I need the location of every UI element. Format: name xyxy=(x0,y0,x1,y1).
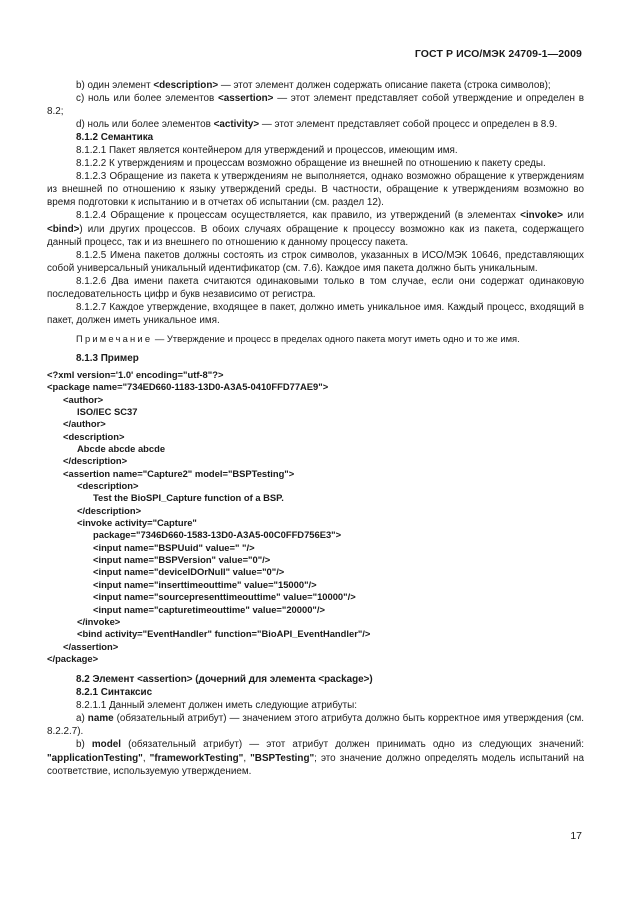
code-line: </description> xyxy=(63,455,128,467)
paragraph-8-1-2-7: 8.1.2.7 Каждое утверждение, входящее в пакет, должно иметь уникальное имя. Каждый процесс, входящий в пакет, должен иметь уникальное имя. xyxy=(47,301,584,326)
note-text: — Утверждение и процесс в пределах одного пакета могут иметь одно и то же имя. xyxy=(152,332,520,344)
code-line: <author> xyxy=(63,393,104,405)
code-line: </package> xyxy=(47,652,99,664)
list-item-b: b) один элемент <description> — этот элемент должен содержать описание пакета (строка символов); xyxy=(76,80,551,91)
paragraph-8-1-2-5: 8.1.2.5 Имена пакетов должны состоять из строк символов, указанных в ИСО/МЭК 10646, представляющих собой универсальный уникальный идентификатор (см. 7.6). Каждое имя пакета должно быть уникальным. xyxy=(47,249,584,274)
code-line: <assertion name="Capture2" model="BSPTesting"> xyxy=(63,467,295,479)
attribute-item-b: b) model (обязательный атрибут) — этот атрибут должен принимать одно из следующих значений: "applicationTesting", "frameworkTesting", "BSPTesting"; это значение должно определять модель испытаний на соответствие, используемую утверждением. xyxy=(47,739,584,777)
code-line: </author> xyxy=(63,418,106,430)
code-line: package="7346D660-1583-13D0-A3A5-00C0FFD756E3"> xyxy=(93,529,342,541)
code-line: <invoke activity="Capture" xyxy=(77,517,197,529)
note-label: Примечание xyxy=(76,332,153,344)
paragraph-8-2-1-1: 8.2.1.1 Данный элемент должен иметь следующие атрибуты: xyxy=(76,700,357,712)
paragraph-8-1-2-1: 8.1.2.1 Пакет является контейнером для утверждений и процессов, имеющим имя. xyxy=(76,145,458,157)
page-header: ГОСТ Р ИСО/МЭК 24709-1—2009 xyxy=(414,48,582,60)
code-line: ISO/IEC SC37 xyxy=(77,406,138,418)
code-line: <input name="BSPVersion" value="0"/> xyxy=(93,554,271,566)
code-line: <package name="734ED660-1183-13D0-A3A5-0410FFD77AE9"> xyxy=(47,381,329,393)
paragraph-8-1-2-4: 8.1.2.4 Обращение к процессам осуществляется, как правило, из утверждений (в элементах <invoke> или <bind>) или других процессов. В обоих случаях обращение к процессу возможно как из пакета, содержащего данный процесс, так и из внешнего по отношению к данному процессу пакета. xyxy=(47,210,584,248)
code-line: <description> xyxy=(63,430,125,442)
note xyxy=(47,332,584,345)
list-item-c: c) ноль или более элементов <assertion> — этот элемент представляет собой утверждение и определен в 8.2; xyxy=(47,93,584,118)
code-line: Abcde abcde abcde xyxy=(77,443,166,455)
page-body xyxy=(47,79,584,778)
paragraph-8-1-2-6: 8.1.2.6 Два имени пакета считаются одинаковыми только в том случае, если они содержат одинаковую последовательность цифр и букв независимо от регистра. xyxy=(47,275,584,300)
code-line: </invoke> xyxy=(77,615,121,627)
code-line: <input name="inserttimeouttime" value="15000"/> xyxy=(93,578,317,590)
paragraph-8-1-2-3: 8.1.2.3 Обращение из пакета к утверждениям не выполняется, однако возможно обращение к утверждениям из внешней по отношению к языку утверждений среды. В частности, обращение к утверждениям возможно во время подготовки к испытанию и в отчетах об испытании (см. раздел 12). xyxy=(47,171,584,209)
code-line: <?xml version='1.0' encoding="utf-8"?> xyxy=(47,368,224,380)
xml-code-block xyxy=(47,369,584,665)
paragraph-8-1-2-2: 8.1.2.2 К утверждениям и процессам возможно обращение из внешней по отношению к пакету среды. xyxy=(76,158,546,170)
list-item-d: d) ноль или более элементов <activity> — этот элемент представляет собой процесс и определен в 8.9. xyxy=(76,119,558,131)
code-line: <input name="sourcepresenttimeouttime" value="10000"/> xyxy=(93,591,356,603)
code-line: <input name="BSPUuid" value=" "/> xyxy=(93,541,255,553)
code-line: <input name="capturetimeouttime" value="20000"/> xyxy=(93,603,325,615)
section-heading-8-1-3: 8.1.3 Пример xyxy=(76,352,139,364)
code-line: </description> xyxy=(77,504,142,516)
page-number: 17 xyxy=(570,830,582,842)
section-heading-8-1-2: 8.1.2 Семантика xyxy=(76,132,154,144)
code-line: <input name="deviceIDOrNull" value="0"/> xyxy=(93,566,285,578)
code-line: </assertion> xyxy=(63,640,119,652)
attribute-item-a: a) name (обязательный атрибут) — значением этого атрибута должно быть корректное имя утверждения (см. 8.2.2.7). xyxy=(47,713,584,738)
code-line: <bind activity="EventHandler" function="BioAPI_EventHandler"/> xyxy=(77,628,371,640)
code-line: <description> xyxy=(77,480,139,492)
code-line: Test the BioSPI_Capture function of a BSP. xyxy=(93,492,284,504)
section-heading-8-2-1: 8.2.1 Синтаксис xyxy=(76,687,153,699)
section-heading-8-2: 8.2 Элемент <assertion> (дочерний для элемента <package>) xyxy=(76,674,373,686)
